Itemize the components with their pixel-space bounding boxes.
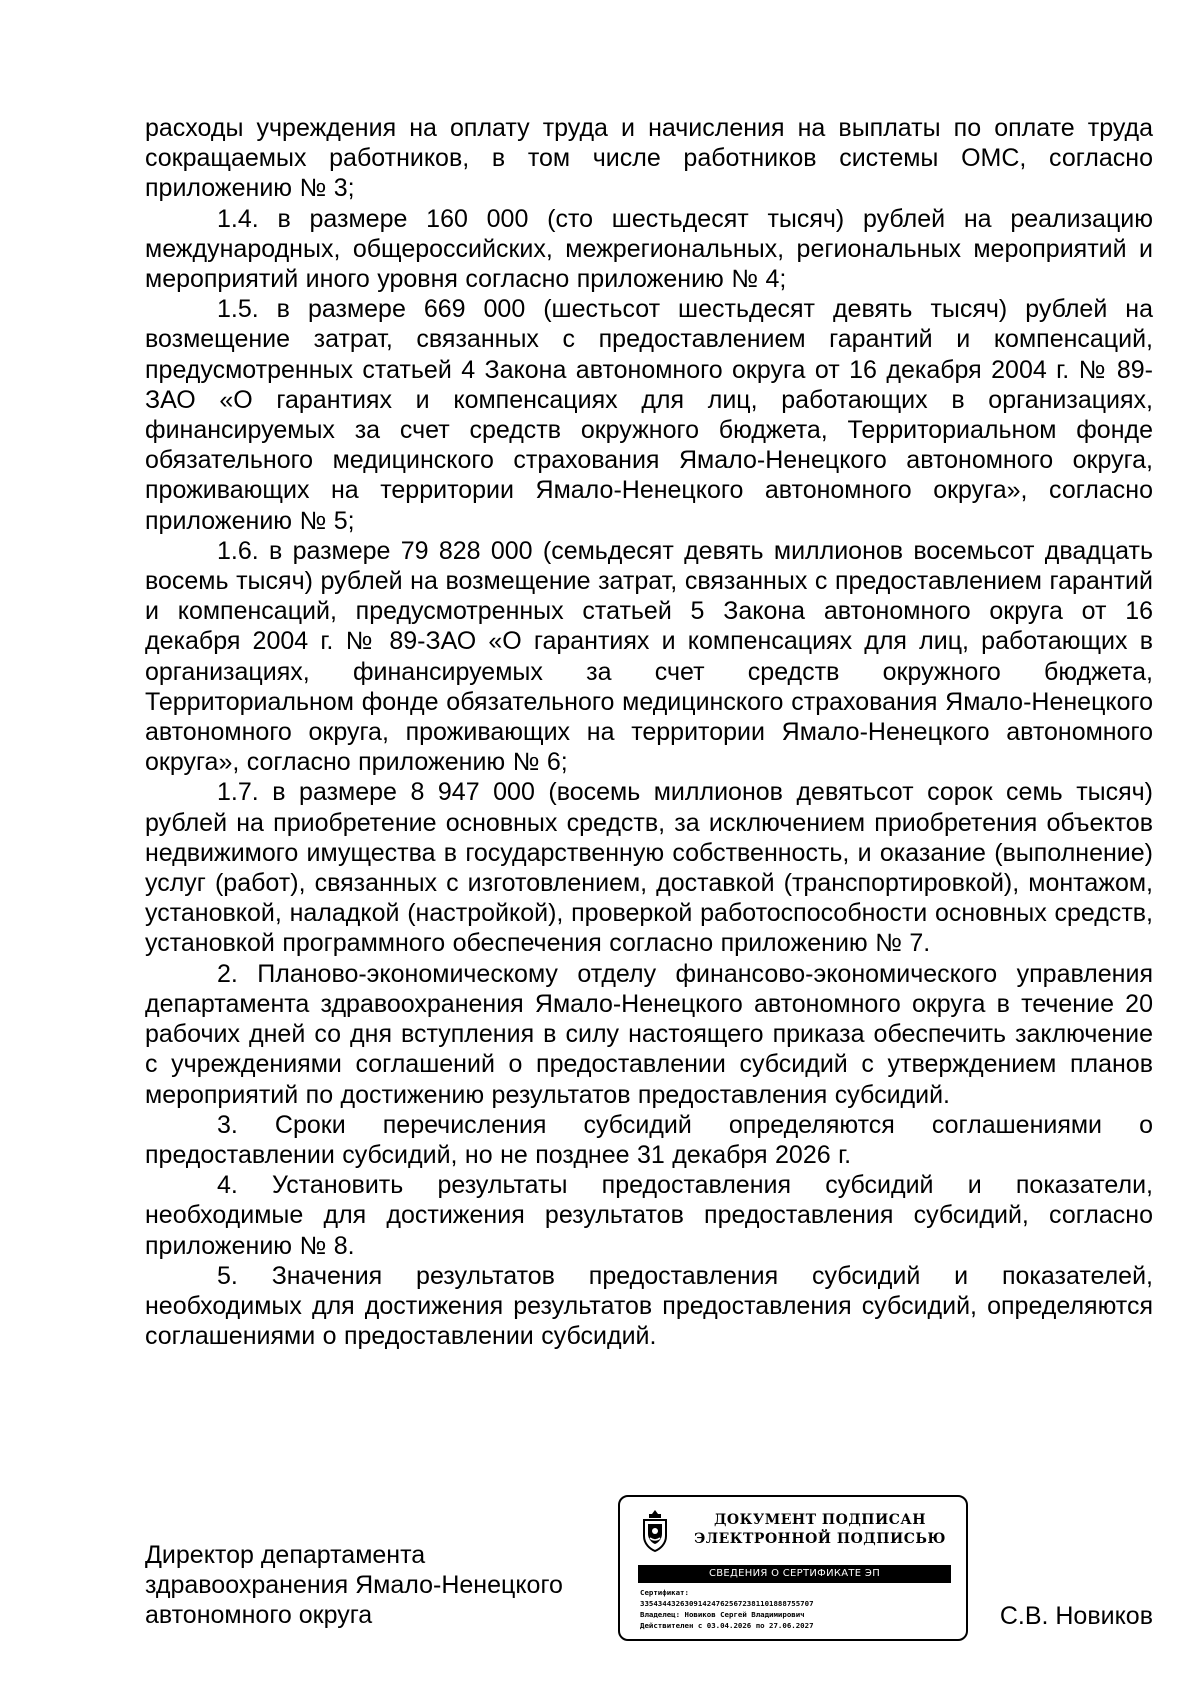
signer-position-line: здравоохранения Ямало-Ненецкого	[145, 1571, 563, 1599]
certificate-validity: Действителен с 03.04.2026 по 27.06.2027	[640, 1621, 814, 1630]
paragraph: 3. Сроки перечисления субсидий определяются соглашениями о предоставлении субсидий, но не позднее 31 декабря 2026 г.	[145, 1110, 1153, 1169]
signer-position	[145, 1540, 563, 1630]
certificate-owner: Владелец: Новиков Сергей Владимирович	[640, 1610, 805, 1619]
electronic-signature-stamp	[618, 1495, 968, 1641]
stamp-heading-line: ЭЛЕКТРОННОЙ ПОДПИСЬЮ	[694, 1531, 946, 1547]
paragraph: 1.7. в размере 8 947 000 (восемь миллионов девятьсот сорок семь тысяч) рублей на приобретение основных средств, за исключением приобретения объектов недвижимого имущества в государственную собственность, и оказание (выполнение) услуг (работ), связанных с изготовлением, доставкой (транспортировкой), монтажом, установкой, наладкой (настройкой), проверкой работоспособности основных средств, установкой программного обеспечения согласно приложению № 7.	[145, 778, 1153, 958]
paragraph: 4. Установить результаты предоставления субсидий и показатели, необходимые для достижения результатов предоставления субсидий, согласно приложению № 8.	[145, 1171, 1153, 1260]
certificate-info-bar: СВЕДЕНИЯ О СЕРТИФИКАТЕ ЭП	[638, 1565, 951, 1583]
yanao-coat-of-arms-icon	[640, 1509, 670, 1553]
certificate-details	[640, 1587, 960, 1631]
paragraph: 1.4. в размере 160 000 (сто шестьдесят тысяч) рублей на реализацию международных, общероссийских, межрегиональных, региональных мероприятий и мероприятий иного уровня согласно приложению № 4;	[145, 204, 1153, 294]
stamp-heading	[680, 1511, 960, 1549]
signer-position-line: автономного округа	[145, 1601, 373, 1629]
paragraph: 1.6. в размере 79 828 000 (семьдесят девять миллионов восемьсот двадцать восемь тысяч) рублей на возмещение затрат, связанных с предоставлением гарантий и компенсаций, предусмотренных статьей 5 Закона автономного округа от 16 декабря 2004 г. № 89-ЗАО «О гарантиях и компенсациях для лиц, работающих в организациях, финансируемых за счет средств окружного бюджета, Территориальном фонде обязательного медицинского страхования Ямало-Ненецкого автономного округа, проживающих на территории Ямало-Ненецкого автономного округа», согласно приложению № 6;	[145, 536, 1153, 777]
signer-name: С.В. Новиков	[999, 1602, 1153, 1630]
paragraph: расходы учреждения на оплату труда и начисления на выплаты по оплате труда сокращаемых работников, в том числе работников системы ОМС, согласно приложению № 3;	[145, 114, 1153, 203]
certificate-number: 335434432630914247625672381101888755707	[640, 1599, 814, 1608]
paragraph: 5. Значения результатов предоставления субсидий и показателей, необходимых для достижения результатов предоставления субсидий, определяются соглашениями о предоставлении субсидий.	[145, 1261, 1153, 1351]
certificate-label: Сертификат:	[640, 1588, 689, 1597]
stamp-heading-line: ДОКУМЕНТ ПОДПИСАН	[713, 1512, 926, 1528]
document-body	[145, 113, 1153, 1351]
signer-position-line: Директор департамента	[145, 1541, 426, 1569]
paragraph: 1.5. в размере 669 000 (шестьсот шестьдесят девять тысяч) рублей на возмещение затрат, связанных с предоставлением гарантий и компенсаций, предусмотренных статьей 4 Закона автономного округа от 16 декабря 2004 г. № 89-ЗАО «О гарантиях и компенсациях для лиц, работающих в организациях, финансируемых за счет средств окружного бюджета, Территориальном фонде обязательного медицинского страхования Ямало-Ненецкого автономного округа, проживающих на территории Ямало-Ненецкого автономного округа», согласно приложению № 5;	[145, 295, 1153, 535]
paragraph: 2. Планово-экономическому отделу финансово-экономического управления департамента здравоохранения Ямало-Ненецкого автономного округа в течение 20 рабочих дней со дня вступления в силу настоящего приказа обеспечить заключение с учреждениями соглашений о предоставлении субсидий с утверждением планов мероприятий по достижению результатов предоставления субсидий.	[145, 959, 1153, 1109]
